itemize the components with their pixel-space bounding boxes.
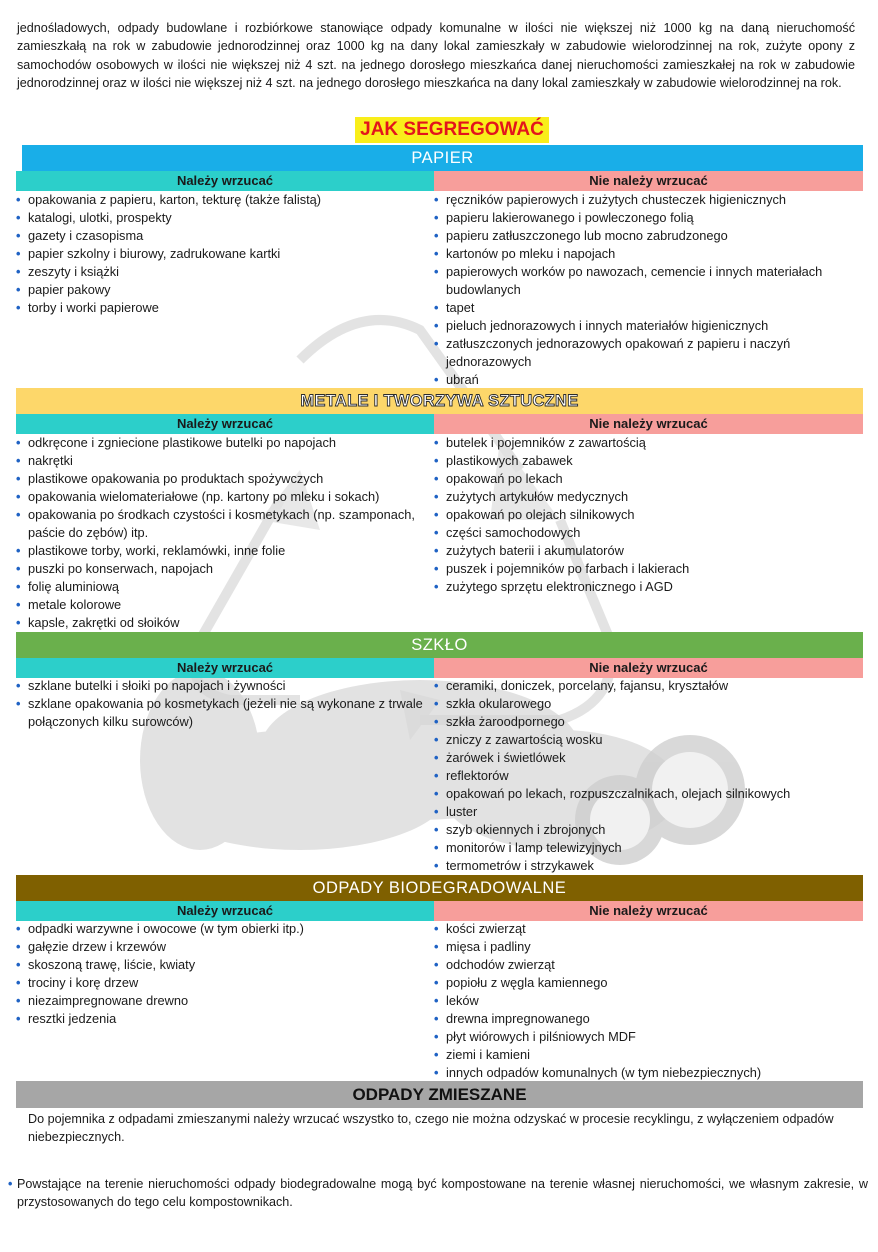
list-item: • żarówek i świetlówek	[434, 749, 844, 767]
list-item: • metale kolorowe	[16, 596, 426, 614]
list-item: • płyt wiórowych i pilśniowych MDF	[434, 1028, 844, 1046]
list-item: • szyb okiennych i zbrojonych	[434, 821, 844, 839]
szklo-no-header: Nie należy wrzucać	[434, 658, 863, 678]
list-item: • plastikowe torby, worki, reklamówki, inne folie	[16, 542, 426, 560]
list-item: • szkła okularowego	[434, 695, 844, 713]
list-item: • ceramiki, doniczek, porcelany, fajansu, kryształów	[434, 677, 844, 695]
compost-footnote-text: Powstające na terenie nieruchomości odpady biodegradowalne mogą być kompostowane na terenie własnej nieruchomości, we własnym zakresie, w przystosowanych do tego celu kompostownikach.	[17, 1177, 868, 1210]
compost-footnote	[4, 1175, 868, 1212]
list-item: • drewna impregnowanego	[434, 1010, 844, 1028]
list-item: • puszki po konserwach, napojach	[16, 560, 426, 578]
list-item: • torby i worki papierowe	[16, 299, 426, 317]
list-item: • papier szkolny i biurowy, zadrukowane kartki	[16, 245, 426, 263]
papier-no-header: Nie należy wrzucać	[434, 171, 863, 191]
list-item: • opakowań po olejach silnikowych	[434, 506, 844, 524]
list-item: • katalogi, ulotki, prospekty	[16, 209, 426, 227]
list-item: • zatłuszczonych jednorazowych opakowań z papieru i naczyń jednorazowych	[434, 335, 844, 371]
bio-yes-header: Należy wrzucać	[16, 901, 434, 921]
list-item: • szkła żaroodpornego	[434, 713, 844, 731]
papier-no-list	[434, 191, 844, 389]
list-item: • zniczy z zawartością wosku	[434, 731, 844, 749]
list-item: • resztki jedzenia	[16, 1010, 426, 1028]
list-item: • luster	[434, 803, 844, 821]
list-item: • papieru zatłuszczonego lub mocno zabrudzonego	[434, 227, 844, 245]
section-header-mixed: ODPADY ZMIESZANE	[16, 1081, 863, 1108]
list-item: • termometrów i strzykawek	[434, 857, 844, 875]
list-item: • odpadki warzywne i owocowe (w tym obierki itp.)	[16, 920, 426, 938]
list-item: • zeszyty i książki	[16, 263, 426, 281]
bio-no-header: Nie należy wrzucać	[434, 901, 863, 921]
list-item: • trociny i korę drzew	[16, 974, 426, 992]
list-item: • skoszoną trawę, liście, kwiaty	[16, 956, 426, 974]
list-item: • popiołu z węgla kamiennego	[434, 974, 844, 992]
list-item: • ubrań	[434, 371, 844, 389]
list-item: • niezaimpregnowane drewno	[16, 992, 426, 1010]
szklo-yes-header: Należy wrzucać	[16, 658, 434, 678]
list-item: • reflektorów	[434, 767, 844, 785]
list-item: • kartonów po mleku i napojach	[434, 245, 844, 263]
list-item: • zużytych baterii i akumulatorów	[434, 542, 844, 560]
szklo-yes-list	[16, 677, 426, 731]
list-item: • kości zwierząt	[434, 920, 844, 938]
list-item: • plastikowe opakowania po produktach spożywczych	[16, 470, 426, 488]
section-header-szklo: SZKŁO	[16, 632, 863, 658]
list-item: • ziemi i kamieni	[434, 1046, 844, 1064]
list-item: • gazety i czasopisma	[16, 227, 426, 245]
section-header-metale: METALE I TWORZYWA SZTUCZNE	[16, 388, 863, 414]
list-item: • części samochodowych	[434, 524, 844, 542]
bio-yes-list	[16, 920, 426, 1028]
intro-paragraph: jednośladowych, odpady budowlane i rozbiórkowe stanowiące odpady komunalne w ilości nie większej niż 1000 kg na daną nieruchomość zamieszkałą na rok w zabudowie jednorodzinnej oraz 1000 kg na dany lokal zamieszkały w zabudowie wielorodzinnej na rok, zużyte opony z samochodów osobowych w ilości nie większej niż 4 szt. na jednego dorosłego mieszkańca danej nieruchomości zamieszkałej na rok w zabudowie jednorodzinnej oraz w ilości nie większej niż 4 szt. na jednego dorosłego mieszkańca na dany lokal zamieszkały w zabudowie wielorodzinnej na rok.	[17, 21, 855, 90]
list-item: • mięsa i padliny	[434, 938, 844, 956]
list-item: • opakowań po lekach, rozpuszczalnikach, olejach silnikowych	[434, 785, 844, 803]
papier-yes-list	[16, 191, 426, 317]
list-item: • szklane opakowania po kosmetykach (jeżeli nie są wykonane z trwale połączonych kilku surowców)	[16, 695, 426, 731]
metale-yes-list	[16, 434, 426, 632]
list-item: • puszek i pojemników po farbach i lakierach	[434, 560, 844, 578]
papier-yes-header: Należy wrzucać	[16, 171, 434, 191]
list-item: • opakowania po środkach czystości i kosmetykach (np. szamponach, paście do zębów) itp.	[16, 506, 426, 542]
szklo-no-list	[434, 677, 844, 875]
list-item: • odkręcone i zgniecione plastikowe butelki po napojach	[16, 434, 426, 452]
list-item: • papieru lakierowanego i powleczonego folią	[434, 209, 844, 227]
metale-yes-header: Należy wrzucać	[16, 414, 434, 434]
bio-no-list	[434, 920, 844, 1082]
list-item: • folię aluminiową	[16, 578, 426, 596]
list-item: • gałęzie drzew i krzewów	[16, 938, 426, 956]
list-item: • leków	[434, 992, 844, 1010]
list-item: • pieluch jednorazowych i innych materiałów higienicznych	[434, 317, 844, 335]
list-item: • zużytego sprzętu elektronicznego i AGD	[434, 578, 844, 596]
list-item: • odchodów zwierząt	[434, 956, 844, 974]
bullet-icon: •	[8, 1177, 13, 1191]
list-item: • opakowań po lekach	[434, 470, 844, 488]
list-item: • monitorów i lamp telewizyjnych	[434, 839, 844, 857]
section-header-papier: PAPIER	[22, 145, 863, 171]
page-title: JAK SEGREGOWAĆ	[355, 117, 549, 143]
metale-no-header: Nie należy wrzucać	[434, 414, 863, 434]
list-item: • kapsle, zakrętki od słoików	[16, 614, 426, 632]
list-item: • zużytych artykułów medycznych	[434, 488, 844, 506]
list-item: • nakrętki	[16, 452, 426, 470]
list-item: • szklane butelki i słoiki po napojach i żywności	[16, 677, 426, 695]
list-item: • ręczników papierowych i zużytych chusteczek higienicznych	[434, 191, 844, 209]
mixed-description: Do pojemnika z odpadami zmieszanymi należy wrzucać wszystko to, czego nie można odzyskać w procesie recyklingu, z wyłączeniem odpadów niebezpiecznych.	[28, 1112, 834, 1144]
list-item: • opakowania z papieru, karton, tekturę (także falistą)	[16, 191, 426, 209]
list-item: • innych odpadów komunalnych (w tym niebezpiecznych)	[434, 1064, 844, 1082]
list-item: • opakowania wielomateriałowe (np. kartony po mleku i sokach)	[16, 488, 426, 506]
list-item: • papier pakowy	[16, 281, 426, 299]
section-header-bio: ODPADY BIODEGRADOWALNE	[16, 875, 863, 901]
list-item: • tapet	[434, 299, 844, 317]
list-item: • plastikowych zabawek	[434, 452, 844, 470]
metale-no-list	[434, 434, 844, 596]
list-item: • butelek i pojemników z zawartością	[434, 434, 844, 452]
list-item: • papierowych worków po nawozach, cemencie i innych materiałach budowlanych	[434, 263, 844, 299]
